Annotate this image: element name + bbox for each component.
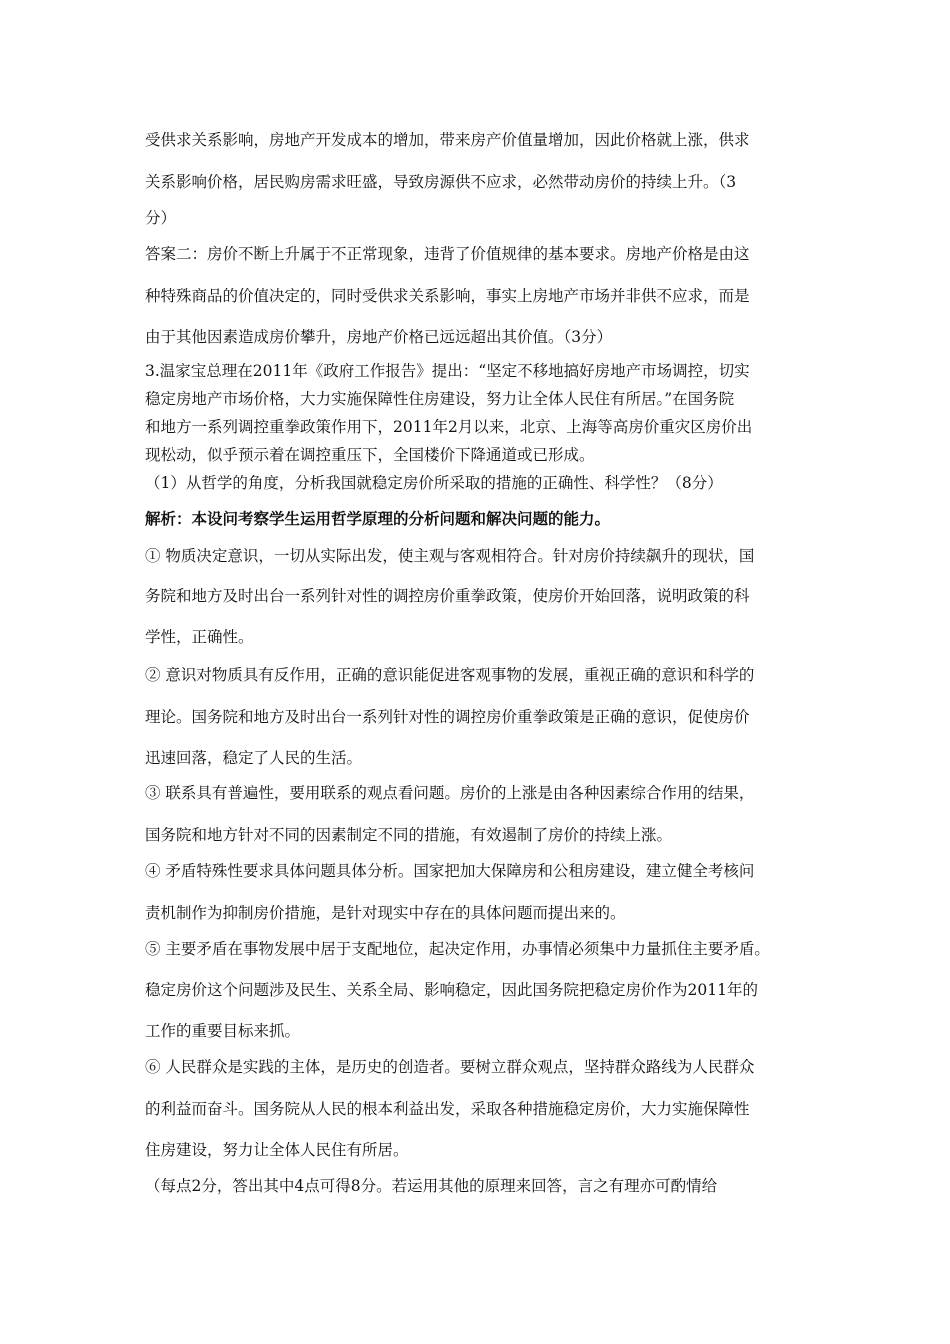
answer-point-2-cont: 迅速回落，稳定了人民的生活。 [145,749,363,767]
answer-point-6-cont: 住房建设，努力让全体人民住有所居。 [145,1141,409,1159]
answer-point-4: ④ 矛盾特殊性要求具体问题具体分析。国家把加大保障房和公租房建设，建立健全考核问 [145,862,755,880]
text-line: 种特殊商品的价值决定的，同时受供求关系影响，事实上房地产市场并非供不应求，而是 [145,287,750,305]
text-line: 答案二：房价不断上升属于不正常现象，违背了价值规律的基本要求。房地产价格是由这 [145,245,750,263]
answer-point-2: ② 意识对物质具有反作用，正确的意识能促进客观事物的发展，重视正确的意识和科学的 [145,666,755,684]
analysis-heading: 解析：本设问考察学生运用哲学原理的分析问题和解决问题的能力。 [145,509,611,528]
sub-question: （1）从哲学的角度，分析我国就稳定房价所采取的措施的正确性、科学性？（8分） [145,474,723,492]
answer-point-1-cont: 学性，正确性。 [145,628,254,646]
answer-point-5-cont: 工作的重要目标来抓。 [145,1022,301,1040]
text-line: 由于其他因素造成房价攀升，房地产价格已远远超出其价值。（3分） [145,328,613,346]
answer-point-4-cont: 责机制作为抑制房价措施，是针对现实中存在的具体问题而提出来的。 [145,904,626,922]
answer-point-1-cont: 务院和地方及时出台一系列针对性的调控房价重拳政策，使房价开始回落，说明政策的科 [145,587,750,605]
scoring-note: （每点2分，答出其中4点可得8分。若运用其他的原理来回答，言之有理亦可酌情给 [145,1177,718,1195]
answer-point-6: ⑥ 人民群众是实践的主体，是历史的创造者。要树立群众观点，坚持群众路线为人民群众 [145,1058,755,1076]
question-text-line: 和地方一系列调控重拳政策作用下，2011年2月以来，北京、上海等高房价重灾区房价出 [145,418,753,436]
question-text-line: 3.温家宝总理在2011年《政府工作报告》提出：“坚定不移地搞好房地产市场调控，切实 [145,362,750,380]
answer-point-5: ⑤ 主要矛盾在事物发展中居于支配地位，起决定作用，办事情必须集中力量抓住主要矛盾。 [145,940,770,958]
answer-point-2-cont: 理论。国务院和地方及时出台一系列针对性的调控房价重拳政策是正确的意识，促使房价 [145,708,750,726]
answer-point-3-cont: 国务院和地方针对不同的因素制定不同的措施，有效遏制了房价的持续上涨。 [145,826,673,844]
question-text-line: 稳定房地产市场价格，大力实施保障性住房建设，努力让全体人民住有所居。”在国务院 [145,390,735,408]
answer-point-3: ③ 联系具有普遍性，要用联系的观点看问题。房价的上涨是由各种因素综合作用的结果， [145,784,755,802]
answer-point-1: ① 物质决定意识，一切从实际出发，使主观与客观相符合。针对房价持续飙升的现状，国 [145,547,755,565]
text-line: 受供求关系影响，房地产开发成本的增加，带来房产价值量增加，因此价格就上涨，供求 [145,131,750,149]
answer-point-5-cont: 稳定房价这个问题涉及民生、关系全局、影响稳定，因此国务院把稳定房价作为2011年的 [145,981,758,999]
text-line: 关系影响价格，居民购房需求旺盛，导致房源供不应求，必然带动房价的持续上升。（3 [145,173,737,191]
question-text-line: 现松动，似乎预示着在调控重压下，全国楼价下降通道或已形成。 [145,446,595,464]
text-line: 分） [145,209,177,227]
answer-point-6-cont: 的利益而奋斗。国务院从人民的根本利益出发，采取各种措施稳定房价，大力实施保障性 [145,1100,750,1118]
